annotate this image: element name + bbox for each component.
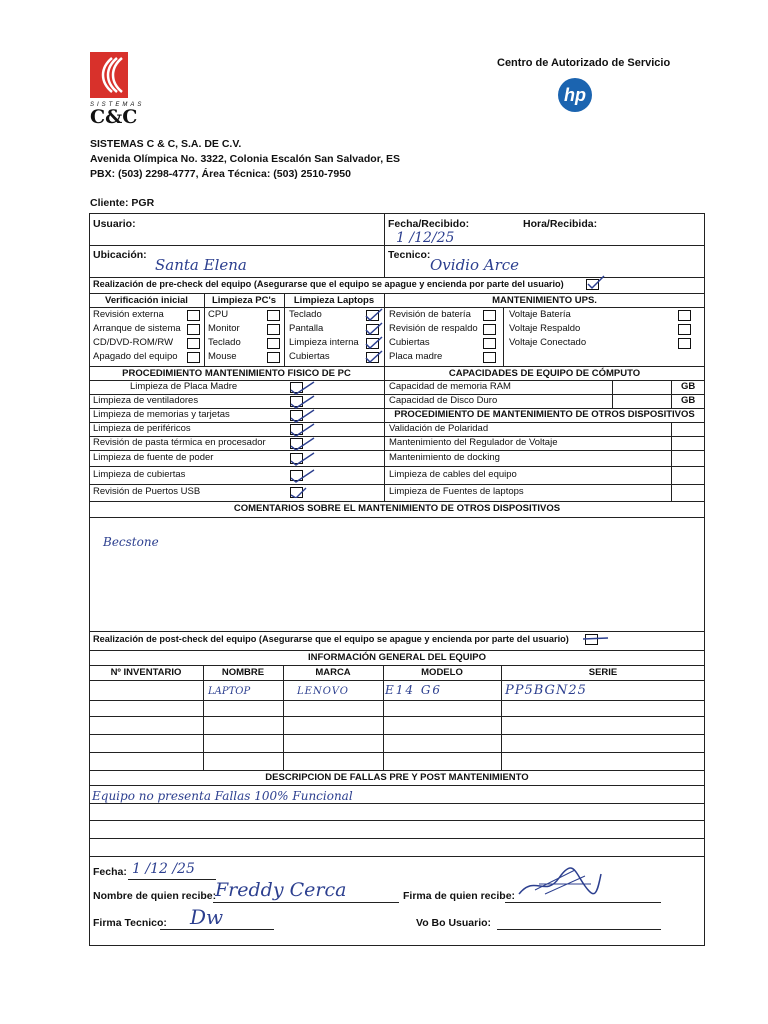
vobo-label: Vo Bo Usuario: (416, 917, 492, 929)
col-serie: SERIE (588, 667, 618, 678)
verificacion-checkbox[interactable] (187, 338, 200, 349)
limpieza-pc-checkbox[interactable] (267, 338, 280, 349)
ups-checkbox[interactable] (483, 324, 496, 335)
verificacion-checkbox[interactable] (187, 310, 200, 321)
ram-unit: GB (681, 381, 696, 392)
fisico-title: PROCEDIMIENTO MANTENIMIENTO FISICO DE PC (122, 368, 351, 379)
fisico-item: Revisión de Puertos USB (93, 486, 201, 497)
hora-recibida-label: Hora/Recibida: (523, 218, 598, 230)
logo-mark-icon (90, 52, 128, 98)
fisico-item: Limpieza de ventiladores (93, 395, 199, 406)
firma-tecnico-label: Firma Tecnico: (93, 917, 167, 929)
company-phones: PBX: (503) 2298-4777, Área Técnica: (503) 2510-7950 (90, 168, 351, 180)
check-row-label: Revisión de respaldo (389, 323, 478, 334)
footer-fecha-value[interactable]: 1 /12 /25 (132, 861, 195, 877)
hp-logo-text: hp (564, 85, 586, 105)
check-row-label: Cubiertas (389, 337, 430, 348)
handwritten-checkmarks (360, 306, 386, 366)
fisico-item: Limpieza de memorias y tarjetas (93, 409, 230, 420)
recibe-value[interactable]: Freddy Cerca (215, 879, 347, 901)
check-row-label: Voltaje Respaldo (509, 323, 581, 334)
limpieza-pc-checkbox[interactable] (267, 352, 280, 363)
precheck-label: Realización de pre-check del equipo (Asegurarse que el equipo se apague y encienda por parte del usuario) (93, 279, 564, 289)
logo-sistemas-text: SISTEMAS (90, 102, 145, 108)
check-row-label: CD/DVD-ROM/RW (93, 337, 174, 348)
ram-label: Capacidad de memoria RAM (389, 381, 511, 392)
firma-recibe-label: Firma de quien recibe: (403, 890, 516, 902)
handwritten-checkmark (580, 274, 606, 292)
equipo-nombre[interactable]: LAPTOP (208, 686, 251, 697)
ubicacion-label: Ubicación: (93, 249, 147, 261)
postcheck-label: Realización de post-check del equipo (Asegurarse que el equipo se apague y encienda por parte del usuario) (93, 634, 569, 644)
equipo-serie[interactable]: PP5BGN25 (505, 683, 587, 698)
hp-logo (558, 78, 592, 112)
handwritten-checkmarks (286, 378, 320, 498)
verificacion-checkbox[interactable] (187, 324, 200, 335)
check-row-label: Placa madre (389, 351, 443, 362)
logo-brand-text: C&C (90, 106, 138, 128)
comentarios-value[interactable]: Becstone (103, 535, 159, 549)
disco-label: Capacidad de Disco Duro (389, 395, 498, 406)
check-row-label: Mouse (208, 351, 237, 362)
check-row-label: Apagado del equipo (93, 351, 178, 362)
fisico-item: Revisión de pasta térmica en procesador (93, 437, 266, 448)
check-row-label: Revisión de batería (389, 309, 471, 320)
limpieza-pc-header: Limpieza PC's (211, 295, 277, 306)
ups-checkbox[interactable] (483, 310, 496, 321)
footer-fecha-label: Fecha: (93, 866, 127, 878)
check-row-label: Teclado (208, 337, 241, 348)
disco-unit: GB (681, 395, 696, 406)
ups-checkbox[interactable] (678, 310, 691, 321)
check-row-label: Pantalla (289, 323, 324, 334)
verificacion-header: Verificación inicial (105, 295, 188, 306)
ups-checkbox[interactable] (483, 338, 496, 349)
limpieza-pc-checkbox[interactable] (267, 310, 280, 321)
equipo-marca[interactable]: LENOVO (297, 686, 349, 697)
otros-item: Limpieza de Fuentes de laptops (389, 486, 524, 497)
check-row-label: Monitor (208, 323, 240, 334)
company-address: Avenida Olímpica No. 3322, Colonia Escalón San Salvador, ES (90, 153, 401, 165)
check-row-label: Voltaje Conectado (509, 337, 587, 348)
fisico-item: Limpieza de periféricos (93, 423, 191, 434)
fallas-value[interactable]: Equipo no presenta Fallas 100% Funcional (92, 789, 353, 803)
ubicacion-value: Santa Elena (155, 256, 247, 274)
firma-tecnico-value[interactable]: Dw (190, 905, 224, 929)
otros-item: Mantenimiento del Regulador de Voltaje (389, 437, 558, 448)
fecha-recibido-value: 1 /12/25 (396, 230, 455, 246)
check-row-label: Voltaje Batería (509, 309, 571, 320)
check-row-label: Teclado (289, 309, 322, 320)
check-row-label: CPU (208, 309, 229, 320)
col-marca: MARCA (315, 667, 351, 678)
otros-item: Mantenimiento de docking (389, 452, 500, 463)
ups-checkbox[interactable] (678, 324, 691, 335)
otros-title: PROCEDIMIENTO DE MANTENIMIENTO DE OTROS DISPOSITIVOS (394, 409, 695, 420)
company-logo (90, 52, 145, 132)
company-name: SISTEMAS C & C, S.A. DE C.V. (90, 138, 242, 150)
fisico-item: Limpieza de Placa Madre (130, 381, 238, 392)
check-row-label: Cubiertas (289, 351, 330, 362)
ups-checkbox[interactable] (483, 352, 496, 363)
signature-icon (515, 864, 605, 904)
col-inventario: Nº INVENTARIO (110, 667, 182, 678)
check-row-label: Revisión externa (93, 309, 164, 320)
ups-checkbox[interactable] (678, 338, 691, 349)
limpieza-pc-checkbox[interactable] (267, 324, 280, 335)
tecnico-label: Tecnico: (388, 249, 431, 261)
col-modelo: MODELO (421, 667, 463, 678)
cliente-label: Cliente: PGR (90, 197, 155, 209)
recibe-label: Nombre de quien recibe: (93, 890, 217, 902)
limpieza-laptops-header: Limpieza Laptops (293, 295, 375, 306)
service-center-label: Centro de Autorizado de Servicio (497, 57, 671, 69)
fallas-title: DESCRIPCION DE FALLAS PRE Y POST MANTENIMIENTO (265, 772, 529, 783)
check-row-label: Arranque de sistema (93, 323, 181, 334)
col-nombre: NOMBRE (221, 667, 265, 678)
verificacion-checkbox[interactable] (187, 352, 200, 363)
otros-item: Limpieza de cables del equipo (389, 469, 517, 480)
handwritten-dash (580, 630, 610, 646)
equipo-modelo[interactable]: E14 G6 (385, 683, 443, 697)
tecnico-value: Ovidio Arce (430, 256, 520, 274)
fisico-item: Limpieza de fuente de poder (93, 452, 214, 463)
comentarios-title: COMENTARIOS SOBRE EL MANTENIMIENTO DE OTROS DISPOSITIVOS (233, 503, 561, 514)
otros-item: Validación de Polaridad (389, 423, 489, 434)
capacidades-title: CAPACIDADES DE EQUIPO DE CÓMPUTO (448, 368, 641, 379)
info-title: INFORMACIÓN GENERAL DEL EQUIPO (307, 652, 487, 663)
usuario-label: Usuario: (93, 218, 136, 230)
ups-header: MANTENIMIENTO UPS. (492, 295, 597, 306)
fecha-recibido-label: Fecha/Recibido: (388, 218, 470, 230)
fisico-item: Limpieza de cubiertas (93, 469, 186, 480)
check-row-label: Limpieza interna (289, 337, 359, 348)
